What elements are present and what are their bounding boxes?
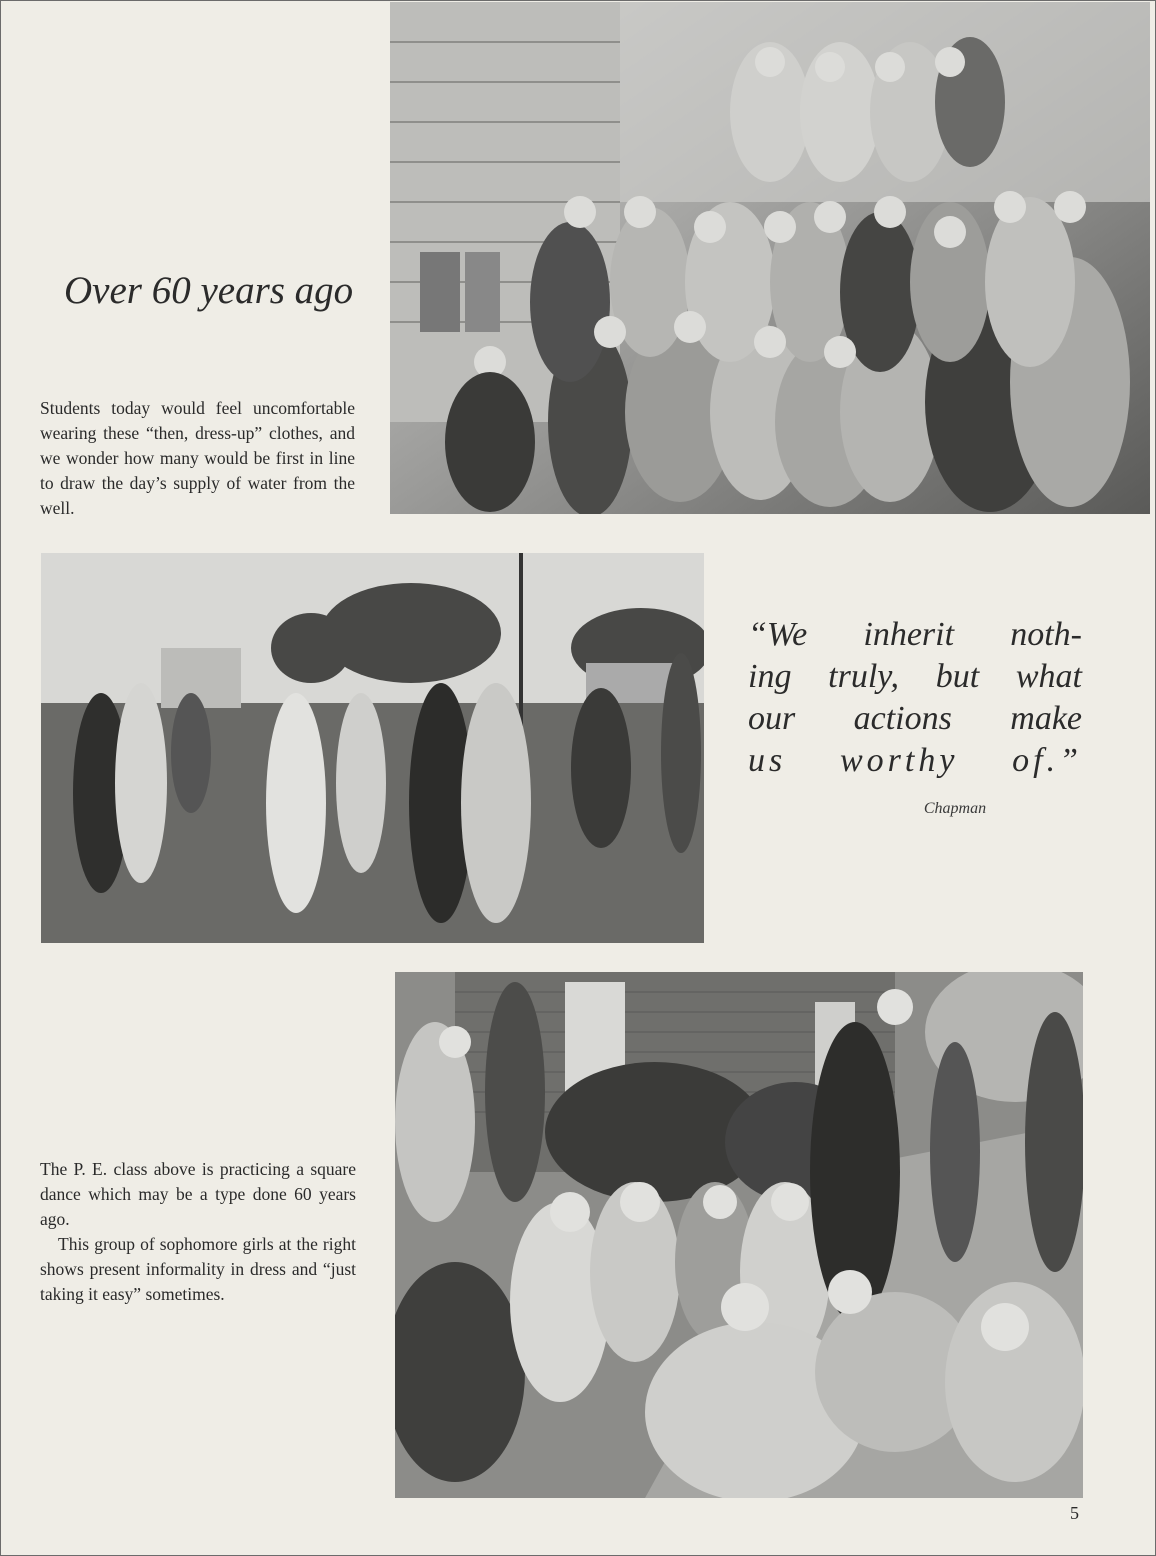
sophomore-girls-photo — [395, 972, 1083, 1498]
quote-block — [748, 614, 1082, 782]
quote-attribution: Chapman — [923, 800, 987, 817]
page-headline: Over 60 years ago — [64, 269, 354, 312]
bottom-caption-paragraph-2: This group of sophomore girls at the right shows present informality in dress and “just taking it easy” sometimes. — [40, 1234, 356, 1304]
top-caption — [40, 396, 355, 521]
historic-class-photo — [390, 2, 1150, 514]
quote-line-2: ing truly, but what — [748, 658, 1082, 695]
quote-line-4: us worthy of.” — [748, 742, 1082, 779]
bottom-caption — [40, 1157, 356, 1307]
bottom-caption-paragraph-1: The P. E. class above is practicing a square dance which may be a type done 60 years ago. — [40, 1159, 356, 1229]
top-caption-text: Students today would feel uncomfortable wearing these “then, dress-up” clothes, and we wonder how many would be first in line to draw the day’s supply of water from the well. — [40, 398, 355, 518]
page-number: 5 — [1070, 1503, 1079, 1523]
quote-line-1: “We inherit noth- — [748, 616, 1082, 653]
pe-square-dance-photo — [41, 553, 704, 943]
quote-line-3: our actions make — [748, 700, 1082, 737]
